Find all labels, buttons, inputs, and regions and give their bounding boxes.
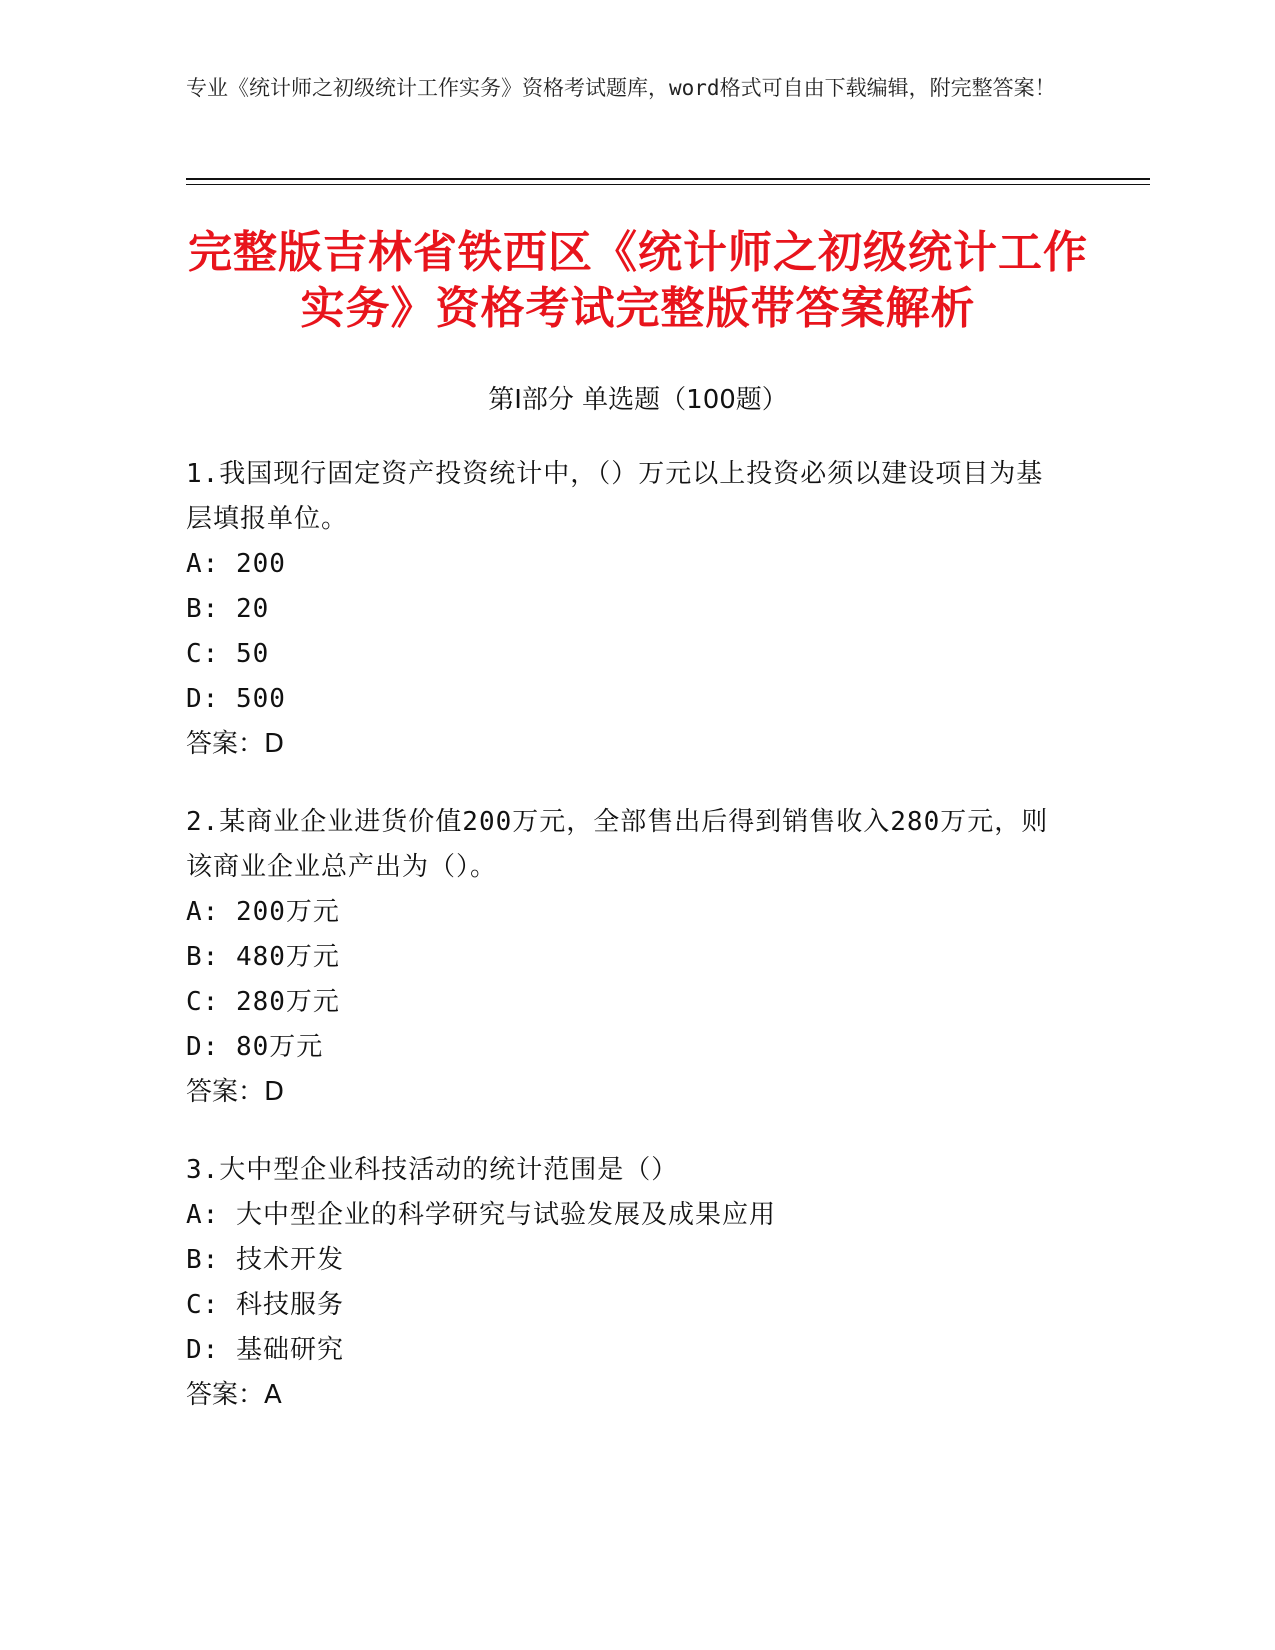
question-text: 3.大中型企业科技活动的统计范围是（）: [186, 1155, 679, 1185]
question-3: [186, 1148, 1066, 1418]
option-c: C: 280万元: [186, 987, 340, 1017]
option-d: D: 80万元: [186, 1032, 324, 1062]
option-d: D: 500: [186, 684, 286, 714]
header-divider: [186, 178, 1150, 180]
option-b: B: 技术开发: [186, 1245, 344, 1275]
header-divider-thin: [186, 184, 1150, 185]
option-a: A: 200万元: [186, 897, 340, 927]
question-text: 1.我国现行固定资产投资统计中，（）万元以上投资必须以建设项目为基层填报单位。: [186, 459, 1044, 534]
option-b: B: 20: [186, 594, 270, 624]
option-c: C: 50: [186, 639, 270, 669]
header-note: 专业《统计师之初级统计工作实务》资格考试题库，word格式可自由下载编辑，附完整答案！: [186, 76, 1056, 100]
answer: 答案：D: [186, 1077, 285, 1107]
option-d: D: 基础研究: [186, 1335, 344, 1365]
option-a: A: 200: [186, 549, 286, 579]
question-1: [186, 452, 1066, 767]
option-c: C: 科技服务: [186, 1290, 344, 1320]
section-title: 第I部分 单选题（100题）: [488, 385, 788, 415]
option-b: B: 480万元: [186, 942, 340, 972]
option-a: A: 大中型企业的科学研究与试验发展及成果应用: [186, 1200, 776, 1230]
answer: 答案：A: [186, 1380, 282, 1410]
question-text: 2.某商业企业进货价值200万元，全部售出后得到销售收入280万元，则该商业企业总产出为（）。: [186, 807, 1049, 882]
answer: 答案：D: [186, 729, 285, 759]
document-title: 完整版吉林省铁西区《统计师之初级统计工作实务》资格考试完整版带答案解析: [188, 227, 1088, 334]
question-2: [186, 800, 1066, 1115]
